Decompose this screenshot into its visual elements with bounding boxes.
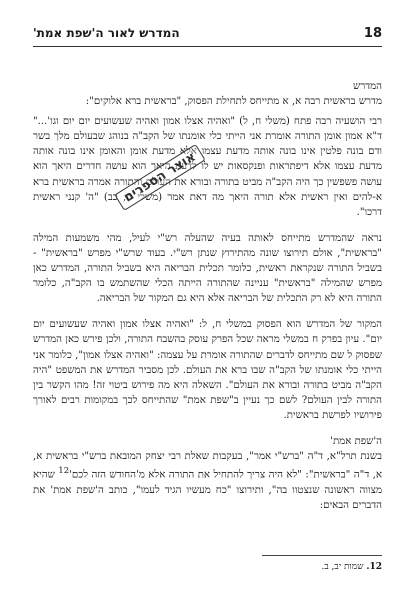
footnote-text: שמות יב, ב. [321, 562, 364, 572]
footnote-divider [262, 555, 382, 556]
running-title: המדרש לאור ה'שפת אמת' [33, 26, 180, 40]
section-heading-midrash: המדרש [352, 81, 382, 92]
page-number: 18 [363, 26, 382, 41]
midrash-source-line: מדרש בראשית רבה א, א מתייחס לתחילת הפסוק, "בראשית ברא אלוקים": [85, 96, 382, 108]
section-heading-sfat-emet: ה'שפת אמת' [330, 435, 382, 447]
analysis-paragraph-2: המקור של המדרש הוא הפסוק במשלי ח, ל: "ואהיה אצלו אמון ואהיה שעשועים יום יום". עיון בפרק ח במשלי מראה שכל הפרק עוסק בהשבח התורה, ולכן פירש כאן המדרש שפסוק ל שם מתייחס לדברים שהתורה אומרת על עצמה: "ואהיה אצלו אמון", כלומר אני הייתי כלי אומנתו של הקב"ה שבו ברא את העולם. לכן מסביר המדרש את המשפט "היה הקב"ה מביט בתורה ובורא את העולם". השאלה היא מה פירוש ביטוי זה! מהו הקשר בין התורה לבין העולם? לשם כך נעיין ב"שפת אמת" שהתייחס לכך במקומות רבים לאורך פירושיו לפרשת בראשית. [33, 319, 382, 421]
footnote-reference: 12 [58, 466, 70, 477]
footnote-number: 12. [366, 562, 382, 572]
library-stamp: אוצר הספרים [114, 144, 205, 211]
footnote [321, 561, 382, 572]
sfat-emet-paragraph [33, 449, 382, 513]
sfat-emet-text-continued: שהיא מצווה ראשונה שנצטוו בה", ותירוצו "כח מעשיו הגיד לעמו", כותב ה'שפת אמת' את הדברים הבאים: [33, 469, 382, 511]
page-header [33, 26, 382, 47]
sfat-emet-text: בשנת תרל"א, ד"ה "ברש"י אמר", בעקבות שאלת רבי יצחק המובאת ברש"י בראשית א, א, ד"ה "בראשית": "לא היה צריך להתחיל את התורה אלא מ'החודש הזה לכם' [33, 451, 382, 481]
main-text [33, 79, 382, 513]
midrash-quote: רבי הושעיה רבה פתח (משלי ח, ל) "ואהיה אצלו אמון ואהיה שעשועים יום יום וגו'..." ד"א אמון אומן התורה אומרת אני הייתי כלי אומנתו של הקב"ה בנוהג שבעולם מלך בשר ודם בונה פלטין אינו בונה אותה מדעת עצמו אלא מדעת אומן והאומן אינו בונה אותה מדעת עצמו אלא דיפתראות ופנקסאות יש לו לדעת היאך הוא עושה חדרים היאך הוא עושה פשפשין כך היה הקב"ה מביט בתורה ובורא את העולם והתורה אמרה בראשית ברא א-להים ואין ראשית אלא תורה היאך מה דאת אמר (משלי ח, כב) "ה' קנני ראשית דרכו". [33, 116, 382, 218]
analysis-paragraph-1: נראה שהמדרש מתייחס לאותה בעיה שהעלה רש"י לעיל, מהי משמעות המילה "בראשית", אולם תירוצו שונה מהתירוץ שנתן רש"י. בעוד שרש"י מפרש "בראשית" - בשביל התורה שנקראת ראשית, כלומר תכלית הבריאה היא בשביל התורה, המדרש כאן מפרש שהמילה "בראשית" עניינה שהתורה הייתה הכלי שהשתמש בו הקב"ה, כלומר התורה היא לא רק התכלית של הבריאה אלא היא גם המקור של הבריאה. [33, 232, 382, 305]
